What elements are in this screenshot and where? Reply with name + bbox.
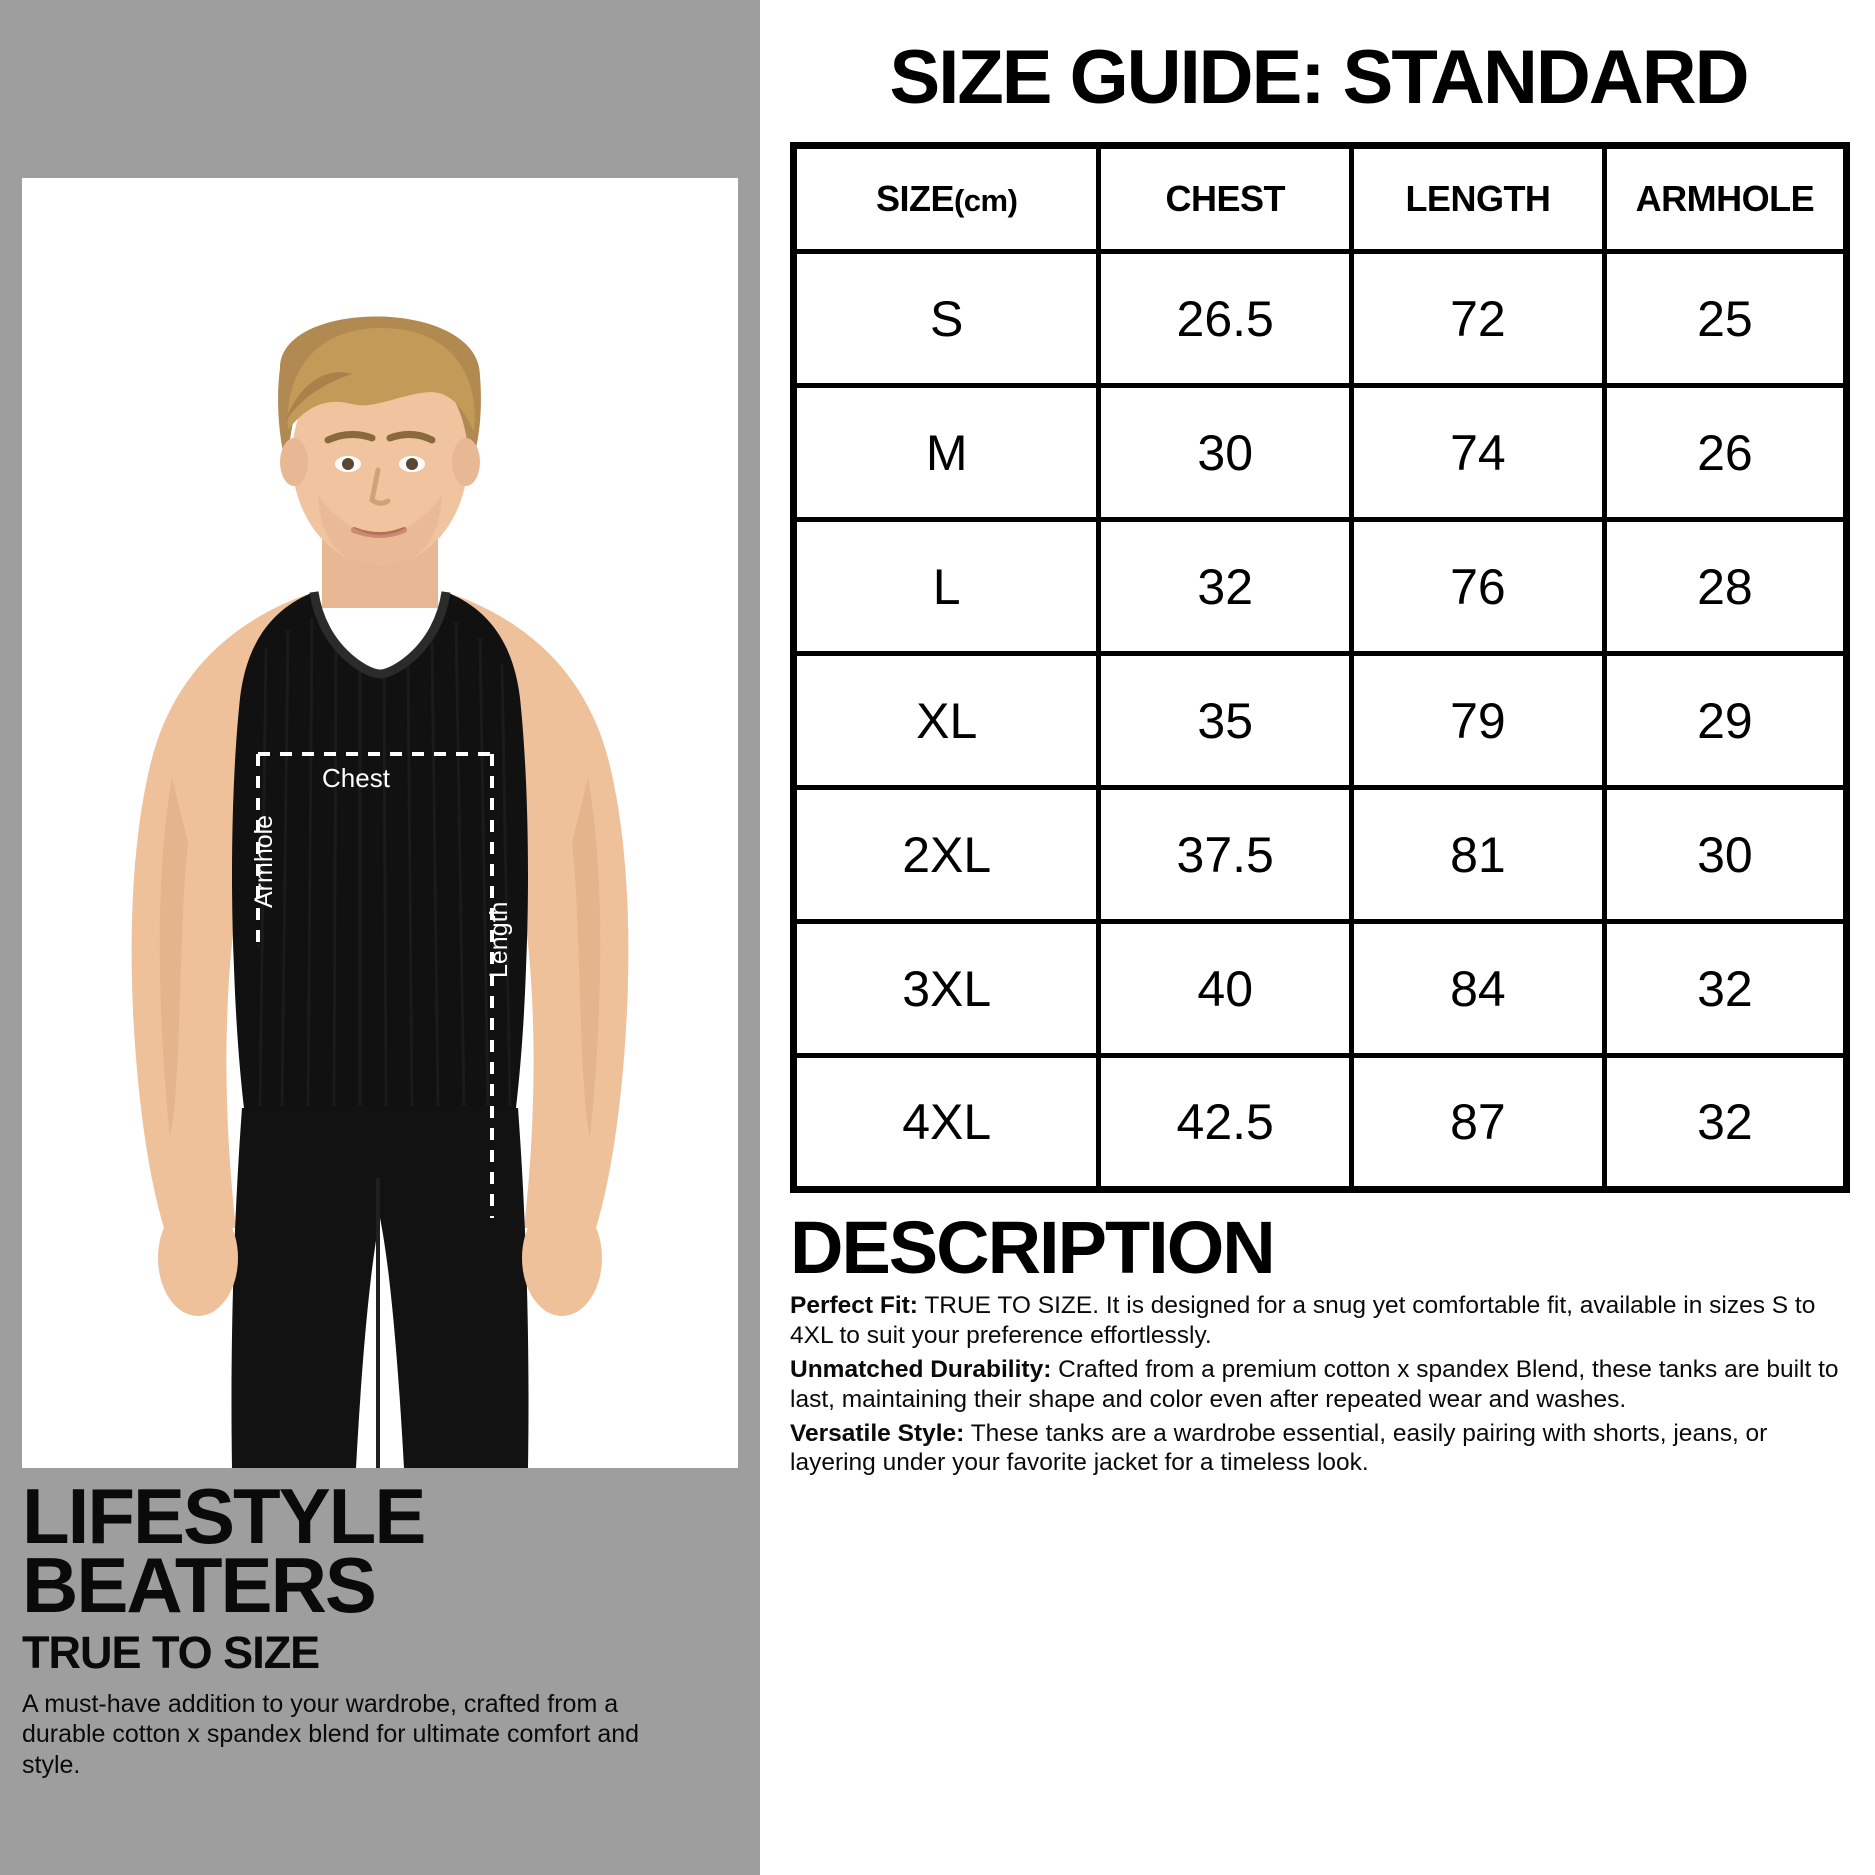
cell-chest: 40 (1099, 922, 1352, 1056)
cell-chest: 37.5 (1099, 788, 1352, 922)
size-chart-table (790, 142, 1850, 1193)
column-header-size-unit: (cm) (953, 183, 1018, 218)
table-row (794, 1056, 1847, 1190)
cell-size: M (794, 386, 1099, 520)
description-item (790, 1419, 1852, 1479)
measure-label-length: Length (485, 901, 513, 978)
description-item (790, 1355, 1852, 1415)
measure-label-chest: Chest (322, 763, 390, 793)
brand-name-line2: BEATERS (22, 1540, 375, 1629)
brand-name-line1: LIFESTYLE (22, 1472, 425, 1560)
cell-length: 72 (1352, 252, 1605, 386)
cell-chest: 30 (1099, 386, 1352, 520)
brand-tagline: TRUE TO SIZE (22, 1627, 320, 1679)
cell-armhole: 25 (1604, 252, 1846, 386)
cell-length: 79 (1352, 654, 1605, 788)
cell-armhole: 26 (1604, 386, 1846, 520)
cell-armhole: 30 (1604, 788, 1846, 922)
column-header-armhole: ARMHOLE (1604, 146, 1846, 252)
column-header-size-main: SIZE (875, 178, 954, 219)
cell-length: 74 (1352, 386, 1605, 520)
table-row (794, 654, 1847, 788)
description-label: Perfect Fit: (790, 1292, 918, 1319)
product-photo (22, 178, 738, 1468)
brand-block (22, 1472, 738, 1780)
left-panel (0, 0, 760, 1875)
cell-length: 87 (1352, 1056, 1605, 1190)
cell-size: 3XL (794, 922, 1099, 1056)
description-title: DESCRIPTION (790, 1206, 1274, 1289)
measure-label-armhole: Armhole (250, 814, 278, 908)
table-row (794, 788, 1847, 922)
size-guide-title: SIZE GUIDE: STANDARD (889, 35, 1748, 120)
cell-chest: 32 (1099, 520, 1352, 654)
cell-armhole: 28 (1604, 520, 1846, 654)
cell-armhole: 32 (1604, 922, 1846, 1056)
description-text: Crafted from a premium cotton x spandex Blend, these tanks are built to last, maintaining their shape and color even after repeated wear and washes. (790, 1355, 1839, 1413)
table-row (794, 922, 1847, 1056)
cell-chest: 42.5 (1099, 1056, 1352, 1190)
cell-length: 76 (1352, 520, 1605, 654)
cell-length: 84 (1352, 922, 1605, 1056)
cell-chest: 35 (1099, 654, 1352, 788)
table-row (794, 252, 1847, 386)
cell-chest: 26.5 (1099, 252, 1352, 386)
column-header-length: LENGTH (1352, 146, 1605, 252)
cell-length: 81 (1352, 788, 1605, 922)
table-row (794, 386, 1847, 520)
table-header-row (794, 146, 1847, 252)
cell-armhole: 32 (1604, 1056, 1846, 1190)
cell-size: L (794, 520, 1099, 654)
cell-size: XL (794, 654, 1099, 788)
column-header-chest: CHEST (1099, 146, 1352, 252)
brand-description: A must-have addition to your wardrobe, crafted from a durable cotton x spandex blend for ultimate comfort and style. (22, 1689, 640, 1779)
cell-size: 4XL (794, 1056, 1099, 1190)
description-text: TRUE TO SIZE. It is designed for a snug yet comfortable fit, available in sizes S to 4XL to suit your preference effortlessly. (790, 1292, 1816, 1349)
column-header-size (794, 146, 1099, 252)
description-label: Unmatched Durability: (790, 1355, 1052, 1383)
right-panel (760, 0, 1875, 1875)
cell-armhole: 29 (1604, 654, 1846, 788)
description-text: These tanks are a wardrobe essential, easily pairing with shorts, jeans, or layering under your favorite jacket for a timeless look. (790, 1419, 1768, 1477)
table-row (794, 520, 1847, 654)
model-illustration (22, 178, 738, 1468)
description-label: Versatile Style: (790, 1419, 965, 1447)
cell-size: 2XL (794, 788, 1099, 922)
description-item (790, 1291, 1852, 1351)
cell-size: S (794, 252, 1099, 386)
